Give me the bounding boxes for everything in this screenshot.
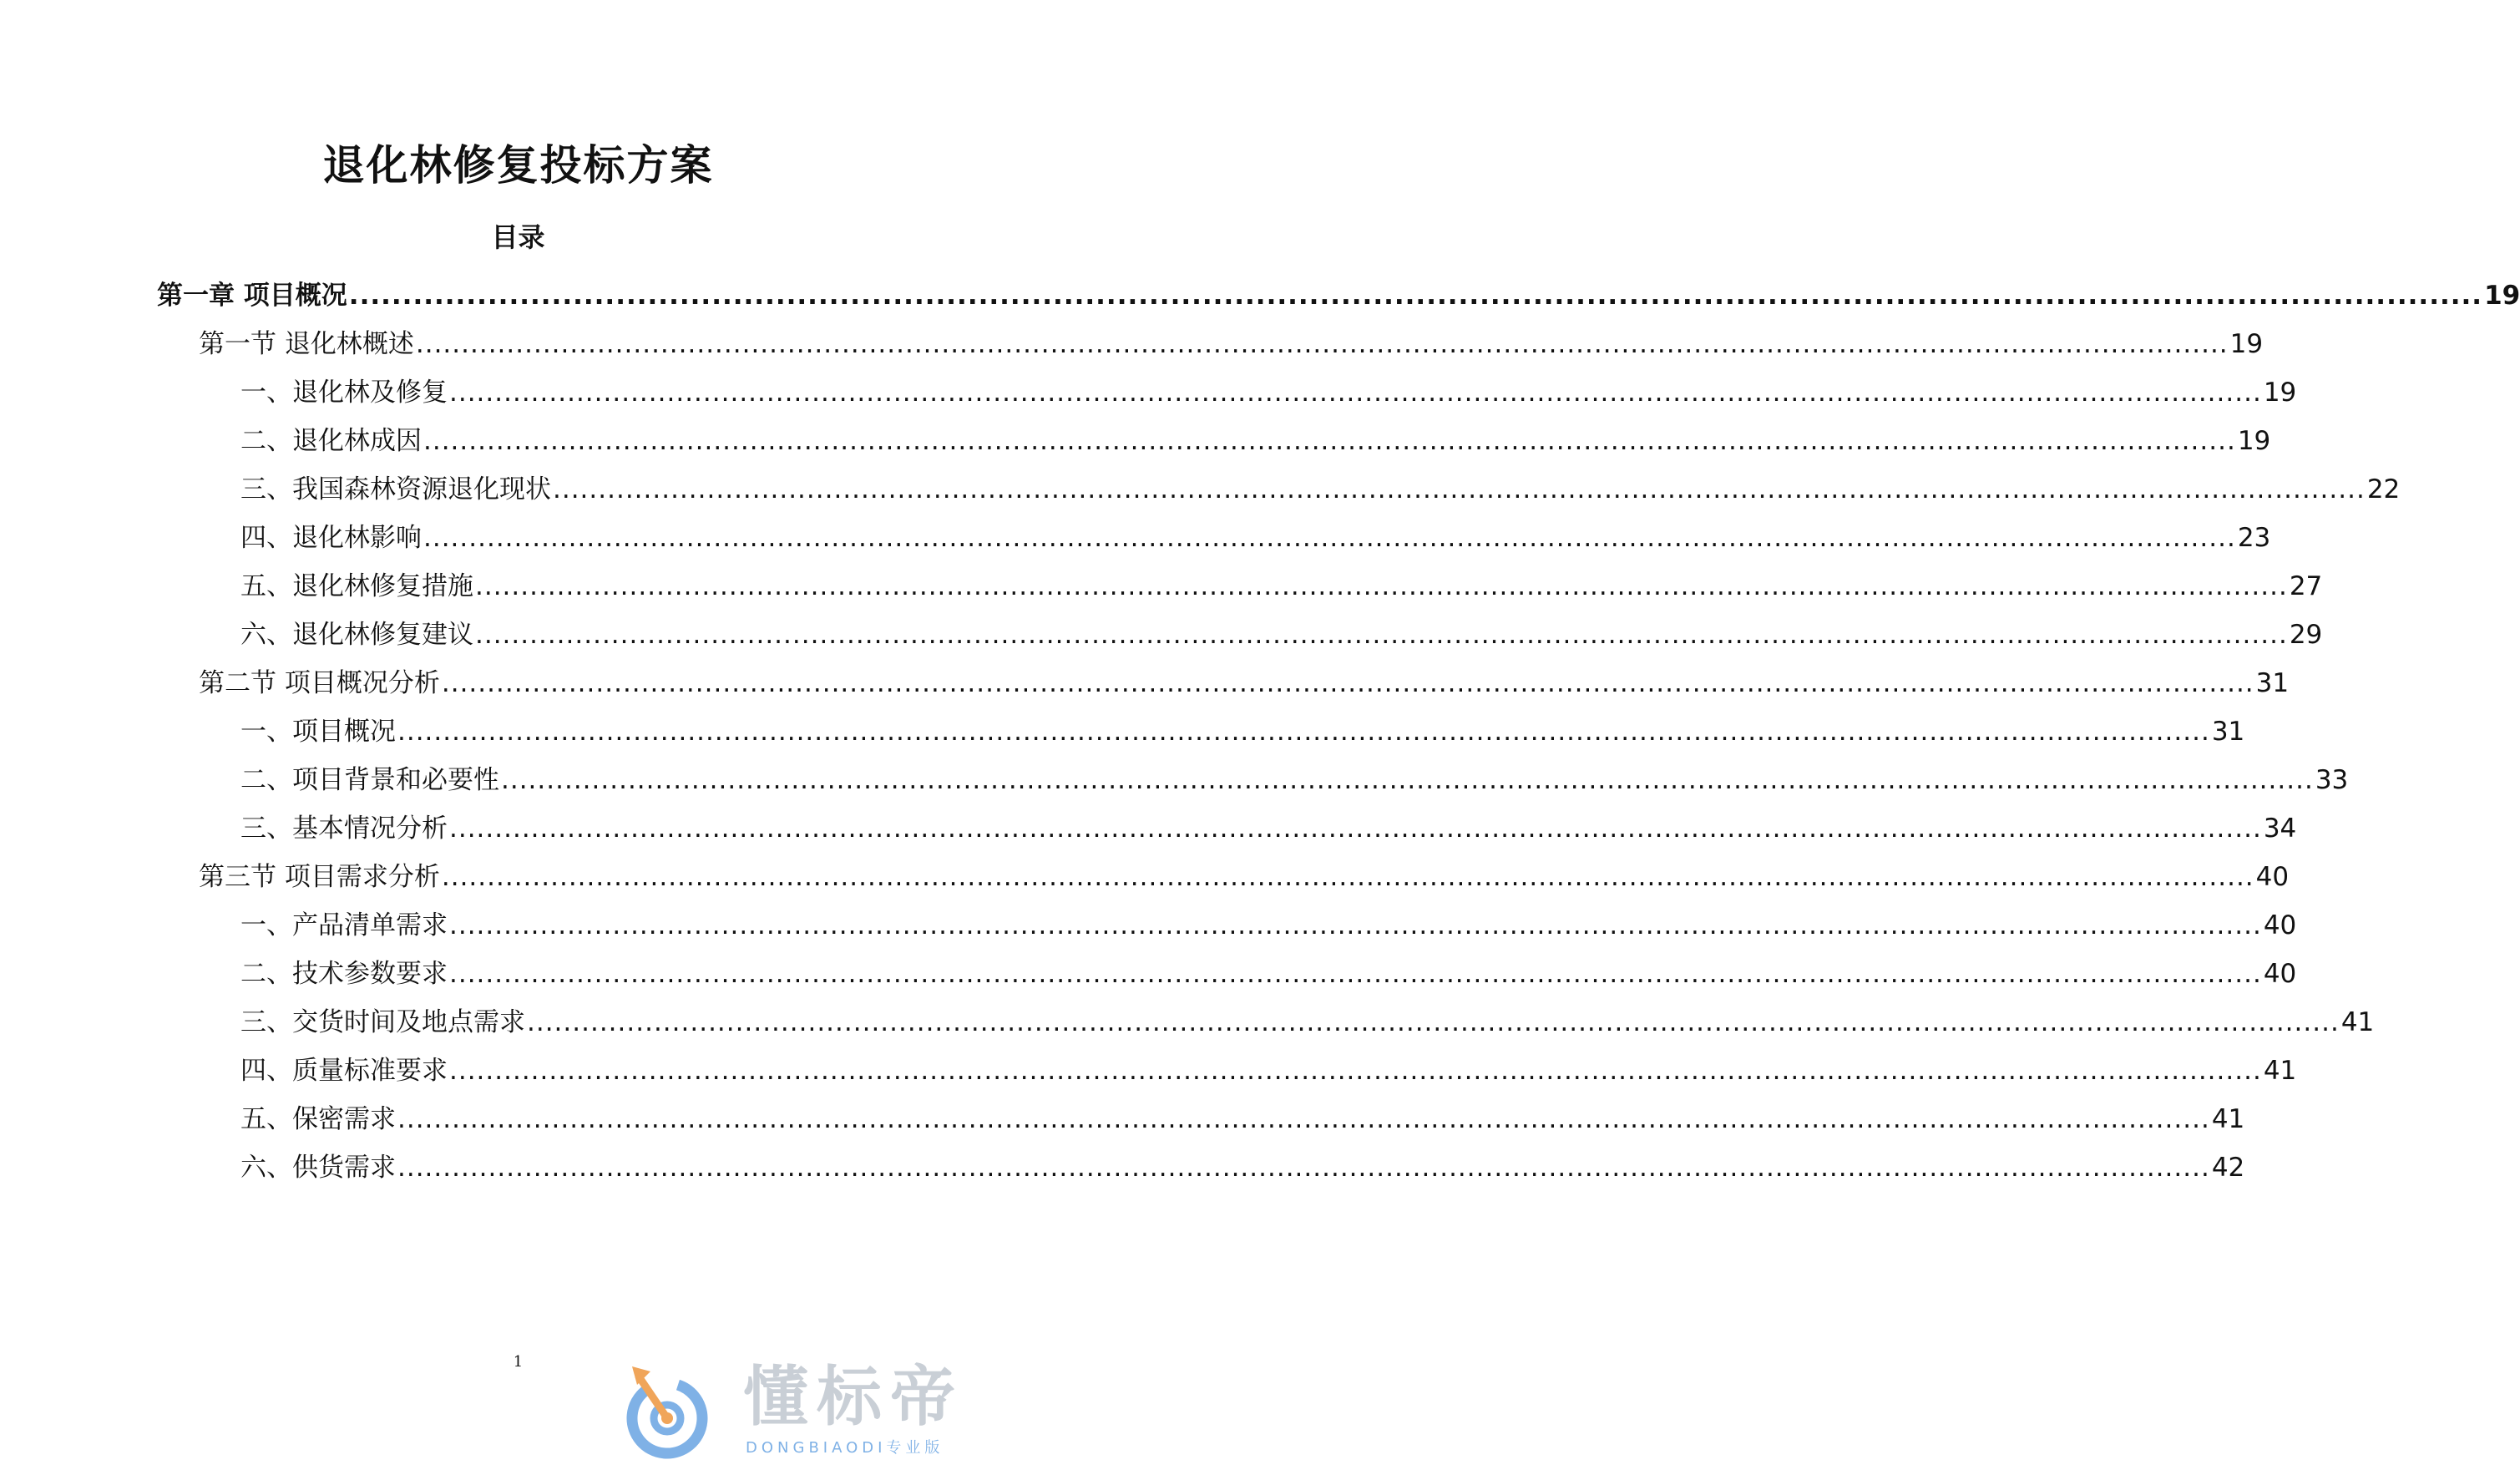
- toc-entry-label: 五、退化林修复措施: [240, 570, 473, 601]
- toc-entry-page: 42: [2211, 1152, 2245, 1183]
- watermark-brand-name: 懂标帝: [743, 1360, 964, 1435]
- toc-entry[interactable]: [240, 465, 2401, 505]
- toc-entry-label: 三、交货时间及地点需求: [240, 1006, 525, 1037]
- toc-entry-label: 一、项目概况: [240, 716, 396, 747]
- toc-heading: 目录: [491, 221, 545, 253]
- toc-entry[interactable]: [199, 659, 2290, 699]
- toc-entry[interactable]: [240, 950, 2297, 990]
- toc-entry-page: 40: [2263, 958, 2297, 989]
- document-title: 退化林修复投标方案: [322, 141, 714, 190]
- toc-leader-dots: ........................................................................................................................................................................................................: [553, 474, 2366, 504]
- toc-entry-page: 41: [2340, 1006, 2375, 1037]
- toc-leader-dots: ........................................................................................................................................................................................................: [415, 328, 2229, 359]
- toc-entry[interactable]: [240, 707, 2245, 748]
- toc-entry-page: 34: [2263, 813, 2297, 844]
- toc-entry[interactable]: [240, 1047, 2297, 1087]
- toc-leader-dots: ........................................................................................................................................................................................................: [397, 1103, 2210, 1134]
- toc-leader-dots: ........................................................................................................................................................................................................: [441, 861, 2254, 892]
- toc-leader-dots: ........................................................................................................................................................................................................: [449, 910, 2262, 940]
- toc-entry-label: 三、基本情况分析: [240, 813, 448, 844]
- toc-entry[interactable]: [240, 417, 2271, 457]
- toc-entry-page: 40: [2263, 910, 2297, 940]
- toc-leader-dots: ........................................................................................................................................................................................................: [423, 522, 2236, 553]
- toc-entry-label: 三、我国森林资源退化现状: [240, 474, 551, 504]
- toc-entry[interactable]: [199, 320, 2264, 360]
- toc-entry-label: 六、退化林修复建议: [240, 619, 473, 650]
- toc-leader-dots: ........................................................................................................................................................................................................: [441, 667, 2254, 698]
- toc-entry-page: 33: [2315, 764, 2349, 795]
- page-number: 1: [513, 1353, 524, 1371]
- toc-leader-dots: ........................................................................................................................................................................................................: [449, 1055, 2262, 1086]
- toc-entry-label: 二、项目背景和必要性: [240, 764, 499, 795]
- toc-entry[interactable]: [240, 756, 2349, 796]
- toc-entry-label: 二、退化林成因: [240, 425, 422, 456]
- target-arrow-icon: [622, 1363, 724, 1462]
- toc-entry[interactable]: [157, 271, 2520, 312]
- toc-entry-label: 第一节 退化林概述: [199, 328, 414, 359]
- toc-entry-page: 19: [2229, 328, 2264, 359]
- toc-leader-dots: ........................................................................................................................................................................................................: [501, 764, 2314, 795]
- toc-entry-label: 五、保密需求: [240, 1103, 396, 1134]
- toc-entry[interactable]: [240, 804, 2297, 844]
- toc-entry-page: 31: [2211, 716, 2245, 747]
- toc-entry-label: 一、产品清单需求: [240, 910, 448, 940]
- toc-entry-page: 40: [2255, 861, 2290, 892]
- toc-entry-label: 一、退化林及修复: [240, 377, 448, 408]
- watermark-subtitle: DONGBIAODI专业版: [746, 1439, 944, 1457]
- toc-leader-dots: ........................................................................................................................................................................................................: [475, 570, 2288, 601]
- toc-leader-dots: ........................................................................................................................................................................................................: [527, 1006, 2340, 1037]
- toc-entry-label: 第二节 项目概况分析: [199, 667, 440, 698]
- toc-leader-dots: ........................................................................................................................................................................................................: [475, 619, 2288, 650]
- toc-entry-page: 27: [2289, 570, 2323, 601]
- toc-entry[interactable]: [240, 1095, 2245, 1135]
- toc-entry-label: 第三节 项目需求分析: [199, 861, 440, 892]
- toc-entry-page: 29: [2289, 619, 2323, 650]
- toc-entry[interactable]: [240, 368, 2297, 408]
- toc-entry-label: 第一章 项目概况: [157, 280, 347, 311]
- toc-leader-dots: ........................................................................................................................................................................................................: [449, 813, 2262, 844]
- toc-entry-label: 二、技术参数要求: [240, 958, 448, 989]
- toc-entry[interactable]: [240, 1143, 2245, 1184]
- toc-entry[interactable]: [240, 901, 2297, 941]
- toc-leader-dots: ........................................................................................................................................................................................................: [397, 716, 2210, 747]
- toc-leader-dots: ........................................................................................................................................................................................................: [397, 1152, 2210, 1183]
- toc-entry-page: 41: [2263, 1055, 2297, 1086]
- toc-entry-label: 六、供货需求: [240, 1152, 396, 1183]
- toc-leader-dots: ........................................................................................................................................................................................................: [449, 377, 2262, 408]
- toc-leader-dots: ........................................................................................................................................................................................................: [348, 280, 2483, 311]
- toc-entry-page: 22: [2366, 474, 2401, 504]
- toc-entry[interactable]: [240, 998, 2375, 1038]
- toc-entry-page: 41: [2211, 1103, 2245, 1134]
- toc-entry-page: 19: [2484, 280, 2520, 311]
- toc-entry[interactable]: [240, 611, 2323, 651]
- brand-watermark: [622, 1360, 1031, 1463]
- toc-entry[interactable]: [199, 853, 2290, 893]
- toc-entry-label: 四、退化林影响: [240, 522, 422, 553]
- toc-entry-page: 19: [2263, 377, 2297, 408]
- toc-leader-dots: ........................................................................................................................................................................................................: [449, 958, 2262, 989]
- toc-leader-dots: ........................................................................................................................................................................................................: [423, 425, 2236, 456]
- toc-entry-page: 19: [2237, 425, 2271, 456]
- toc-entry-page: 31: [2255, 667, 2290, 698]
- toc-entry[interactable]: [240, 562, 2323, 602]
- toc-entry-page: 23: [2237, 522, 2271, 553]
- toc-entry-label: 四、质量标准要求: [240, 1055, 448, 1086]
- toc-entry[interactable]: [240, 514, 2271, 554]
